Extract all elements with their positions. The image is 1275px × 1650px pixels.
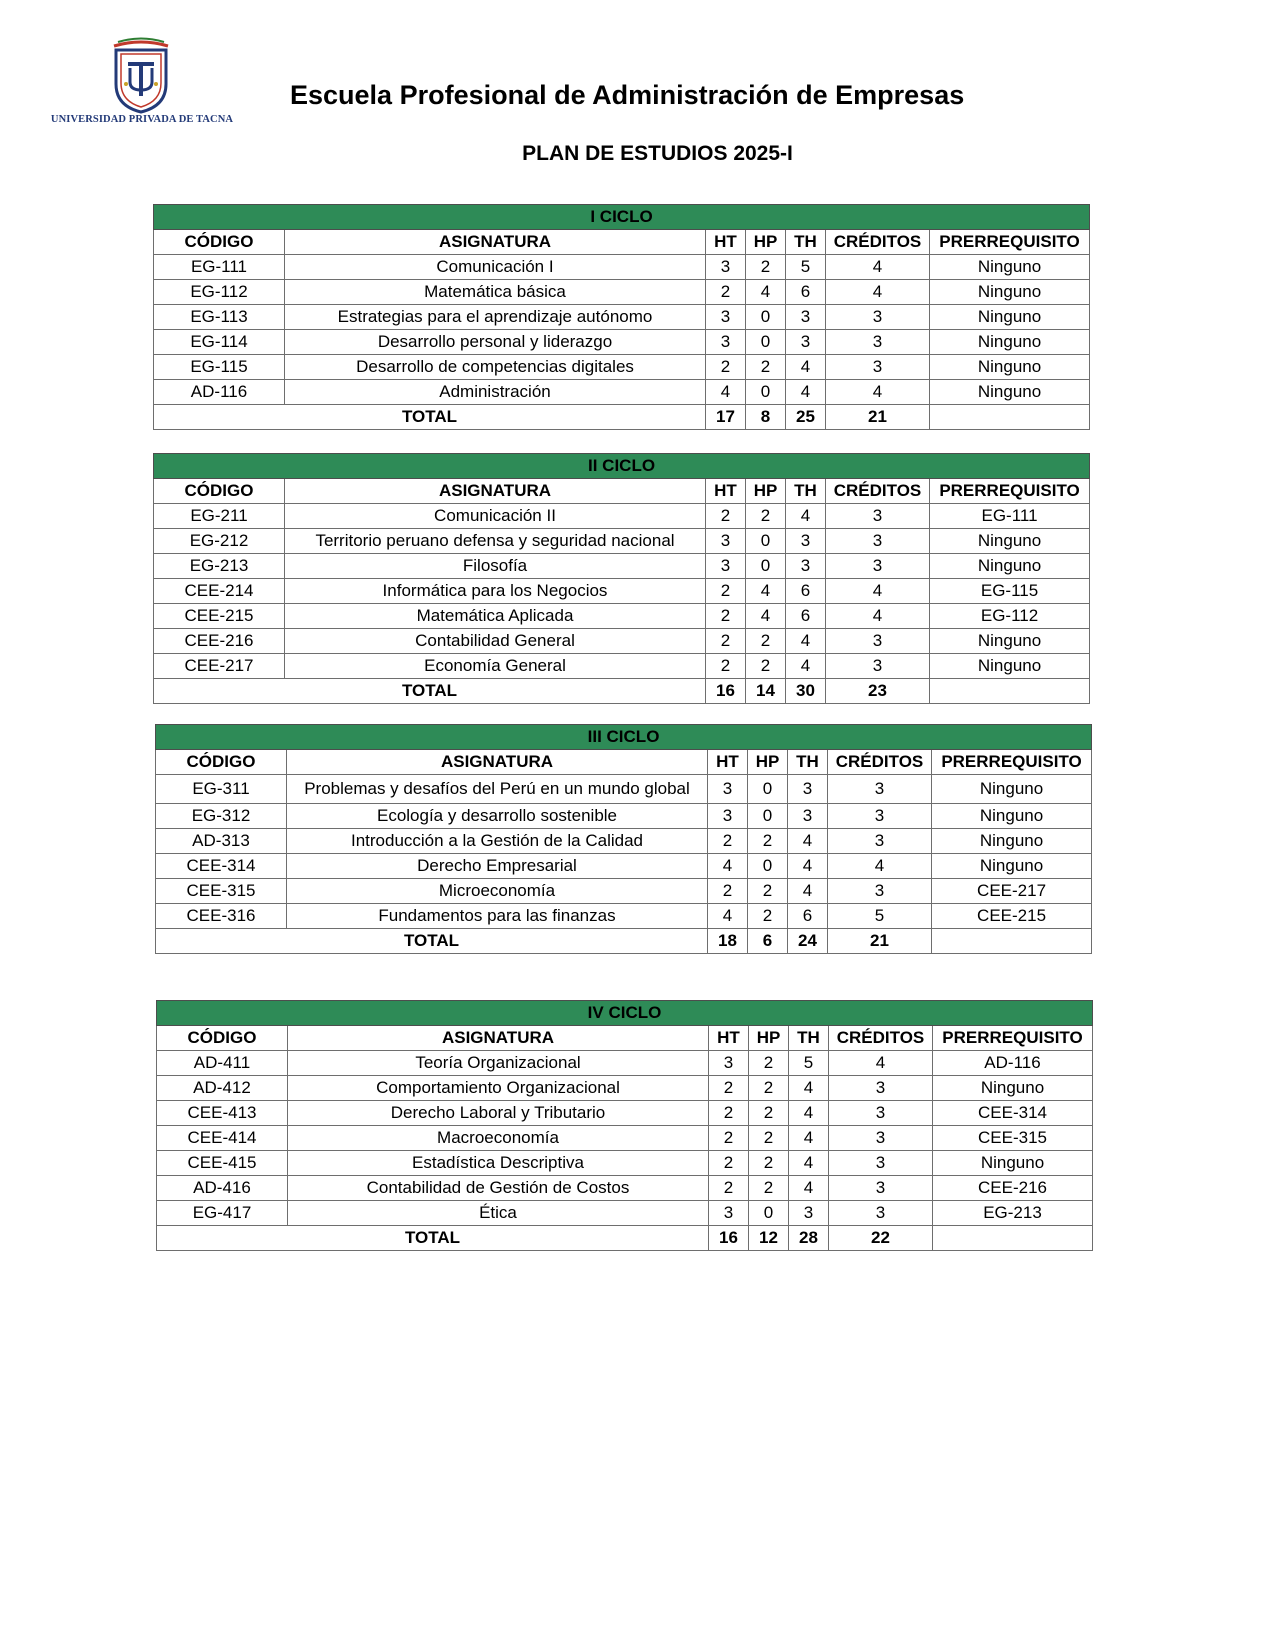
cell-code: EG-114 (154, 330, 285, 355)
cell-ht: 2 (709, 1126, 749, 1151)
total-credits: 21 (828, 929, 932, 954)
cell-th: 3 (786, 305, 826, 330)
cell-hp: 0 (748, 854, 788, 879)
cell-ht: 2 (709, 1176, 749, 1201)
cell-code: CEE-314 (156, 854, 287, 879)
cell-subject: Problemas y desafíos del Perú en un mundo global (287, 775, 708, 804)
cell-prereq: EG-111 (930, 504, 1090, 529)
cell-ht: 3 (706, 330, 746, 355)
col-head-subject: ASIGNATURA (288, 1026, 709, 1051)
cell-ht: 4 (708, 854, 748, 879)
table-row (157, 1176, 1093, 1201)
col-head-subject: ASIGNATURA (285, 479, 706, 504)
cell-ht: 2 (706, 604, 746, 629)
cell-credits: 3 (826, 330, 930, 355)
cell-hp: 2 (746, 504, 786, 529)
cell-credits: 3 (829, 1101, 933, 1126)
cell-code: CEE-315 (156, 879, 287, 904)
cell-hp: 2 (748, 829, 788, 854)
total-ht: 17 (706, 405, 746, 430)
cell-credits: 3 (826, 355, 930, 380)
cell-ht: 2 (708, 879, 748, 904)
cell-hp: 2 (749, 1101, 789, 1126)
cell-credits: 3 (829, 1151, 933, 1176)
col-head-ht: HT (706, 230, 746, 255)
col-head-th: TH (786, 479, 826, 504)
cell-hp: 2 (749, 1126, 789, 1151)
cell-ht: 2 (706, 579, 746, 604)
cell-ht: 3 (708, 804, 748, 829)
cell-ht: 2 (706, 355, 746, 380)
table-row (157, 1126, 1093, 1151)
cell-th: 6 (786, 604, 826, 629)
cell-hp: 0 (749, 1201, 789, 1226)
cell-prereq: Ninguno (930, 355, 1090, 380)
cell-credits: 4 (826, 604, 930, 629)
cell-credits: 4 (826, 579, 930, 604)
col-head-th: TH (786, 230, 826, 255)
cell-code: CEE-414 (157, 1126, 288, 1151)
total-label: TOTAL (154, 679, 706, 704)
cell-prereq: Ninguno (930, 305, 1090, 330)
table-row (154, 355, 1090, 380)
cell-credits: 3 (829, 1176, 933, 1201)
cell-credits: 3 (826, 554, 930, 579)
university-crest-icon (106, 36, 176, 114)
cell-th: 4 (786, 654, 826, 679)
cell-credits: 3 (826, 629, 930, 654)
table-row (154, 529, 1090, 554)
cell-ht: 3 (706, 529, 746, 554)
cell-subject: Desarrollo personal y liderazgo (285, 330, 706, 355)
cell-subject: Macroeconomía (288, 1126, 709, 1151)
cell-th: 4 (788, 854, 828, 879)
cell-subject: Comportamiento Organizacional (288, 1076, 709, 1101)
cell-th: 6 (786, 280, 826, 305)
cell-ht: 2 (706, 629, 746, 654)
col-head-ht: HT (709, 1026, 749, 1051)
cell-credits: 4 (829, 1051, 933, 1076)
cell-th: 4 (786, 380, 826, 405)
cell-prereq: Ninguno (930, 280, 1090, 305)
cycle-title: I CICLO (154, 205, 1090, 230)
total-hp: 12 (749, 1226, 789, 1251)
cell-code: EG-111 (154, 255, 285, 280)
cell-credits: 3 (829, 1201, 933, 1226)
cell-th: 4 (788, 879, 828, 904)
cycle-table-4 (156, 1000, 1093, 1251)
col-head-hp: HP (746, 479, 786, 504)
table-row (154, 280, 1090, 305)
cell-prereq: Ninguno (933, 1076, 1093, 1101)
col-head-prereq: PRERREQUISITO (933, 1026, 1093, 1051)
cell-code: AD-411 (157, 1051, 288, 1076)
cell-subject: Teoría Organizacional (288, 1051, 709, 1076)
plan-title: PLAN DE ESTUDIOS 2025-I (522, 142, 793, 165)
cell-ht: 4 (708, 904, 748, 929)
cell-ht: 2 (709, 1076, 749, 1101)
cell-ht: 3 (709, 1201, 749, 1226)
cell-subject: Desarrollo de competencias digitales (285, 355, 706, 380)
col-head-credits: CRÉDITOS (826, 479, 930, 504)
cell-credits: 3 (828, 804, 932, 829)
cell-prereq: Ninguno (930, 554, 1090, 579)
table-row (154, 629, 1090, 654)
cell-th: 5 (789, 1051, 829, 1076)
col-head-code: CÓDIGO (157, 1026, 288, 1051)
col-head-credits: CRÉDITOS (829, 1026, 933, 1051)
total-prereq-empty (930, 405, 1090, 430)
cell-credits: 4 (826, 380, 930, 405)
table-row (157, 1201, 1093, 1226)
table-row (154, 554, 1090, 579)
cell-credits: 4 (826, 280, 930, 305)
cell-subject: Filosofía (285, 554, 706, 579)
cell-hp: 4 (746, 280, 786, 305)
cell-subject: Matemática básica (285, 280, 706, 305)
cell-prereq: AD-116 (933, 1051, 1093, 1076)
table-row (154, 305, 1090, 330)
col-head-ht: HT (708, 750, 748, 775)
cell-ht: 3 (709, 1051, 749, 1076)
cell-th: 3 (786, 529, 826, 554)
cell-prereq: EG-213 (933, 1201, 1093, 1226)
cell-hp: 2 (746, 654, 786, 679)
cell-hp: 2 (748, 879, 788, 904)
cell-th: 4 (786, 355, 826, 380)
cell-subject: Informática para los Negocios (285, 579, 706, 604)
cycle-table-1 (153, 204, 1090, 430)
total-row (157, 1226, 1093, 1251)
cell-ht: 4 (706, 380, 746, 405)
col-head-hp: HP (748, 750, 788, 775)
cell-code: EG-311 (156, 775, 287, 804)
col-head-prereq: PRERREQUISITO (930, 230, 1090, 255)
cell-subject: Administración (285, 380, 706, 405)
total-hp: 6 (748, 929, 788, 954)
cell-prereq: CEE-216 (933, 1176, 1093, 1201)
cell-hp: 2 (749, 1176, 789, 1201)
total-prereq-empty (933, 1226, 1093, 1251)
cell-code: EG-113 (154, 305, 285, 330)
col-head-prereq: PRERREQUISITO (932, 750, 1092, 775)
cell-th: 3 (786, 554, 826, 579)
cell-hp: 2 (749, 1151, 789, 1176)
cell-hp: 2 (746, 355, 786, 380)
col-head-hp: HP (749, 1026, 789, 1051)
cell-th: 4 (786, 504, 826, 529)
cell-prereq: Ninguno (932, 804, 1092, 829)
cell-subject: Estadística Descriptiva (288, 1151, 709, 1176)
cell-subject: Economía General (285, 654, 706, 679)
cell-subject: Microeconomía (287, 879, 708, 904)
cycle-title: III CICLO (156, 725, 1092, 750)
university-logo (38, 36, 246, 128)
cell-code: EG-417 (157, 1201, 288, 1226)
cell-hp: 2 (749, 1051, 789, 1076)
cell-prereq: Ninguno (930, 629, 1090, 654)
table-row (154, 654, 1090, 679)
cell-code: CEE-413 (157, 1101, 288, 1126)
table-row (156, 879, 1092, 904)
cell-code: EG-115 (154, 355, 285, 380)
cell-code: EG-112 (154, 280, 285, 305)
cell-credits: 3 (826, 305, 930, 330)
cell-prereq: CEE-314 (933, 1101, 1093, 1126)
col-head-prereq: PRERREQUISITO (930, 479, 1090, 504)
cell-subject: Estrategias para el aprendizaje autónomo (285, 305, 706, 330)
cell-subject: Contabilidad de Gestión de Costos (288, 1176, 709, 1201)
cell-code: AD-416 (157, 1176, 288, 1201)
cell-th: 3 (789, 1201, 829, 1226)
cell-ht: 2 (706, 654, 746, 679)
cell-ht: 2 (706, 504, 746, 529)
cell-ht: 3 (708, 775, 748, 804)
col-head-credits: CRÉDITOS (828, 750, 932, 775)
cell-hp: 0 (746, 380, 786, 405)
cell-code: CEE-316 (156, 904, 287, 929)
cell-credits: 3 (826, 529, 930, 554)
cell-subject: Ética (288, 1201, 709, 1226)
cell-hp: 0 (746, 529, 786, 554)
cell-credits: 3 (828, 775, 932, 804)
cell-subject: Ecología y desarrollo sostenible (287, 804, 708, 829)
col-head-th: TH (788, 750, 828, 775)
cell-code: EG-213 (154, 554, 285, 579)
cell-subject: Fundamentos para las finanzas (287, 904, 708, 929)
cell-hp: 2 (746, 255, 786, 280)
total-credits: 22 (829, 1226, 933, 1251)
total-prereq-empty (930, 679, 1090, 704)
cell-ht: 3 (706, 554, 746, 579)
col-head-code: CÓDIGO (154, 479, 285, 504)
cell-subject: Introducción a la Gestión de la Calidad (287, 829, 708, 854)
cell-credits: 3 (829, 1076, 933, 1101)
cell-prereq: CEE-215 (932, 904, 1092, 929)
cycle-table-2 (153, 453, 1090, 704)
total-ht: 16 (709, 1226, 749, 1251)
cell-hp: 0 (746, 554, 786, 579)
cell-code: CEE-215 (154, 604, 285, 629)
cell-hp: 0 (748, 775, 788, 804)
cell-prereq: EG-112 (930, 604, 1090, 629)
cell-th: 6 (786, 579, 826, 604)
cell-ht: 2 (706, 280, 746, 305)
col-head-ht: HT (706, 479, 746, 504)
cell-th: 4 (789, 1176, 829, 1201)
col-head-th: TH (789, 1026, 829, 1051)
cell-th: 3 (788, 804, 828, 829)
table-row (156, 775, 1092, 804)
cell-th: 4 (789, 1126, 829, 1151)
table-row (154, 504, 1090, 529)
total-row (154, 405, 1090, 430)
cell-subject: Derecho Empresarial (287, 854, 708, 879)
cell-hp: 0 (746, 330, 786, 355)
cell-th: 4 (786, 629, 826, 654)
cell-prereq: Ninguno (930, 255, 1090, 280)
cell-ht: 2 (709, 1151, 749, 1176)
total-credits: 21 (826, 405, 930, 430)
total-th: 30 (786, 679, 826, 704)
cell-th: 6 (788, 904, 828, 929)
cell-code: EG-312 (156, 804, 287, 829)
cell-credits: 3 (828, 879, 932, 904)
total-credits: 23 (826, 679, 930, 704)
school-title: Escuela Profesional de Administración de Empresas (290, 80, 965, 110)
cell-hp: 4 (746, 604, 786, 629)
table-row (156, 829, 1092, 854)
cell-subject: Matemática Aplicada (285, 604, 706, 629)
table-row (157, 1101, 1093, 1126)
cell-code: CEE-217 (154, 654, 285, 679)
table-row (154, 255, 1090, 280)
cell-th: 4 (789, 1151, 829, 1176)
col-head-subject: ASIGNATURA (285, 230, 706, 255)
cell-credits: 3 (829, 1126, 933, 1151)
cell-ht: 3 (706, 305, 746, 330)
total-hp: 8 (746, 405, 786, 430)
cell-th: 3 (786, 330, 826, 355)
total-th: 24 (788, 929, 828, 954)
cell-subject: Comunicación I (285, 255, 706, 280)
cell-code: AD-116 (154, 380, 285, 405)
cycle-title: IV CICLO (157, 1001, 1093, 1026)
cell-code: AD-313 (156, 829, 287, 854)
total-row (154, 679, 1090, 704)
cell-code: EG-212 (154, 529, 285, 554)
cycle-title: II CICLO (154, 454, 1090, 479)
total-row (156, 929, 1092, 954)
total-ht: 18 (708, 929, 748, 954)
cell-credits: 3 (826, 654, 930, 679)
cell-credits: 5 (828, 904, 932, 929)
total-ht: 16 (706, 679, 746, 704)
cell-hp: 2 (749, 1076, 789, 1101)
cell-prereq: CEE-217 (932, 879, 1092, 904)
cell-prereq: Ninguno (932, 829, 1092, 854)
cell-subject: Comunicación II (285, 504, 706, 529)
cell-prereq: Ninguno (932, 854, 1092, 879)
total-hp: 14 (746, 679, 786, 704)
cell-subject: Contabilidad General (285, 629, 706, 654)
cell-prereq: Ninguno (930, 529, 1090, 554)
cell-th: 4 (788, 829, 828, 854)
cell-subject: Derecho Laboral y Tributario (288, 1101, 709, 1126)
cell-prereq: Ninguno (930, 380, 1090, 405)
cell-ht: 2 (708, 829, 748, 854)
cell-th: 4 (789, 1076, 829, 1101)
cell-subject: Territorio peruano defensa y seguridad nacional (285, 529, 706, 554)
cell-credits: 4 (828, 854, 932, 879)
table-row (154, 380, 1090, 405)
logo-caption: UNIVERSIDAD PRIVADA DE TACNA (50, 114, 234, 125)
cell-code: CEE-216 (154, 629, 285, 654)
cell-credits: 3 (828, 829, 932, 854)
cell-code: AD-412 (157, 1076, 288, 1101)
table-row (154, 604, 1090, 629)
cell-code: CEE-415 (157, 1151, 288, 1176)
cell-prereq: Ninguno (930, 330, 1090, 355)
total-label: TOTAL (156, 929, 708, 954)
table-row (157, 1051, 1093, 1076)
cell-prereq: EG-115 (930, 579, 1090, 604)
cell-th: 3 (788, 775, 828, 804)
table-row (154, 579, 1090, 604)
cell-hp: 0 (746, 305, 786, 330)
col-head-code: CÓDIGO (154, 230, 285, 255)
cell-prereq: CEE-315 (933, 1126, 1093, 1151)
cell-hp: 4 (746, 579, 786, 604)
table-row (157, 1076, 1093, 1101)
table-row (154, 330, 1090, 355)
total-prereq-empty (932, 929, 1092, 954)
col-head-code: CÓDIGO (156, 750, 287, 775)
cell-code: EG-211 (154, 504, 285, 529)
total-th: 28 (789, 1226, 829, 1251)
total-label: TOTAL (157, 1226, 709, 1251)
cell-prereq: Ninguno (930, 654, 1090, 679)
cell-ht: 3 (706, 255, 746, 280)
total-label: TOTAL (154, 405, 706, 430)
cycle-table-3 (155, 724, 1092, 954)
cell-prereq: Ninguno (933, 1151, 1093, 1176)
cell-hp: 2 (746, 629, 786, 654)
cell-credits: 3 (826, 504, 930, 529)
col-head-subject: ASIGNATURA (287, 750, 708, 775)
table-row (157, 1151, 1093, 1176)
col-head-credits: CRÉDITOS (826, 230, 930, 255)
cell-hp: 0 (748, 804, 788, 829)
cell-hp: 2 (748, 904, 788, 929)
table-row (156, 854, 1092, 879)
cell-th: 5 (786, 255, 826, 280)
table-row (156, 804, 1092, 829)
cell-ht: 2 (709, 1101, 749, 1126)
total-th: 25 (786, 405, 826, 430)
col-head-hp: HP (746, 230, 786, 255)
cell-th: 4 (789, 1101, 829, 1126)
cell-code: CEE-214 (154, 579, 285, 604)
cell-prereq: Ninguno (932, 775, 1092, 804)
cell-credits: 4 (826, 255, 930, 280)
table-row (156, 904, 1092, 929)
